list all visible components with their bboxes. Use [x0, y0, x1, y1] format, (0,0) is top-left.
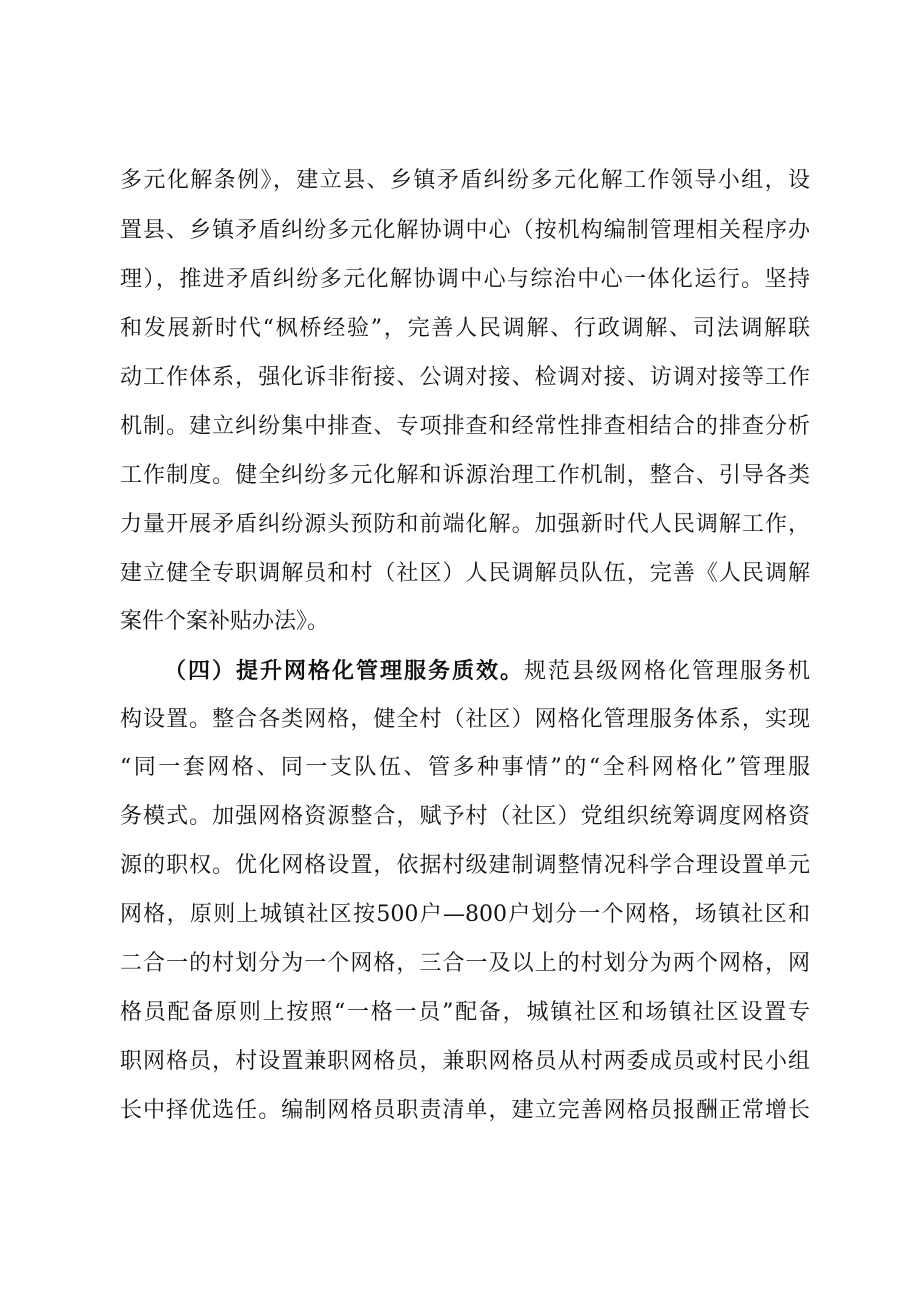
- section-first-line: [164, 656, 810, 687]
- paragraph-line: 力量开展矛盾纠纷源头预防和前端化解。加强新时代人民调解工作，: [120, 512, 810, 537]
- paragraph-line: 置县、乡镇矛盾纠纷多元化解协调中心（按机构编制管理相关程序办: [120, 218, 810, 243]
- paragraph-line: 案件个案补贴办法》。: [120, 609, 330, 634]
- paragraph-line: 构设置。整合各类网格，健全村（社区）网格化管理服务体系，实现: [120, 707, 810, 732]
- paragraph-line: 建立健全专职调解员和村（社区）人民调解员队伍，完善《人民调解: [120, 561, 810, 586]
- paragraph-line: 网格，原则上城镇社区按500户—800户划分一个网格，场镇社区和: [120, 902, 810, 927]
- paragraph-line: 二合一的村划分为一个网格，三合一及以上的村划分为两个网格，网: [120, 951, 810, 976]
- paragraph-line: 和发展新时代“枫桥经验”，完善人民调解、行政调解、司法调解联: [120, 316, 810, 341]
- paragraph-line: 机制。建立纠纷集中排查、专项排查和经常性排查相结合的排查分析: [120, 414, 810, 439]
- paragraph-line: 工作制度。健全纠纷多元化解和诉源治理工作机制，整合、引导各类: [120, 463, 810, 488]
- paragraph-line: 长中择优选任。编制网格员职责清单，建立完善网格员报酬正常增长: [120, 1098, 810, 1123]
- paragraph-line: “同一套网格、同一支队伍、管多种事情”的“全科网格化”管理服: [120, 755, 810, 780]
- paragraph-line: 多元化解条例》，建立县、乡镇矛盾纠纷多元化解工作领导小组，设: [120, 168, 810, 193]
- paragraph-line: 务模式。加强网格资源整合，赋予村（社区）党组织统筹调度网格资: [120, 804, 810, 829]
- paragraph-line: 动工作体系，强化诉非衔接、公调对接、检调对接、访调对接等工作: [120, 365, 810, 390]
- paragraph-line: 职网格员，村设置兼职网格员，兼职网格员从村两委成员或村民小组: [120, 1049, 810, 1074]
- paragraph-line: 理），推进矛盾纠纷多元化解协调中心与综治中心一体化运行。坚持: [120, 267, 810, 292]
- paragraph-line: 格员配备原则上按照“一格一员”配备，城镇社区和场镇社区设置专: [120, 1000, 810, 1025]
- section-first-line-text: 规范县级网格化管理服务机: [523, 659, 810, 684]
- section-heading: （四）提升网格化管理服务质效。: [164, 658, 524, 684]
- paragraph-line: 源的职权。优化网格设置，依据村级建制调整情况科学合理设置单元: [120, 853, 810, 878]
